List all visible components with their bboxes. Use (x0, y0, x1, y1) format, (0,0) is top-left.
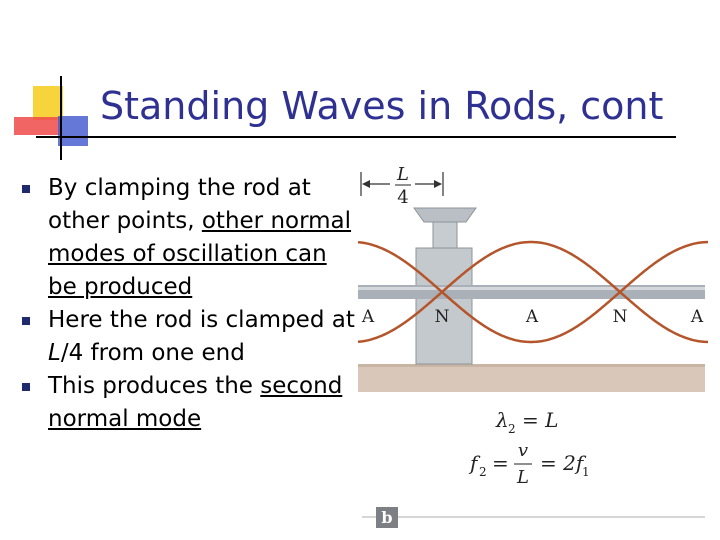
ground-surface (358, 364, 705, 392)
bullet-text: Here the rod is clamped at (48, 307, 355, 333)
rod-highlight (358, 287, 705, 290)
equation-frequency-rhs-subscript: 1 (582, 465, 590, 479)
equation-frequency-rhs: = 2f (540, 451, 584, 475)
clamp-top (414, 208, 476, 222)
bullet-text: /4 from one end (60, 340, 245, 366)
arrowhead-left-icon (362, 180, 370, 188)
panel-label: b (381, 508, 393, 527)
bullet-text-underlined: second normal mode (48, 373, 343, 432)
antinode-label: A (690, 307, 704, 327)
equation-frequency-lhs: f (470, 451, 478, 475)
antinode-label: A (361, 307, 375, 327)
dimension-denominator: 4 (397, 187, 409, 208)
node-label: N (612, 307, 628, 327)
equation-frequency-equals: = (492, 451, 509, 475)
bullet-text: This produces the (48, 373, 261, 399)
equation-wavelength-rhs: = L (522, 408, 559, 432)
bullet-text-italic: L (48, 340, 61, 366)
equation-wavelength-lhs: λ (496, 408, 509, 432)
ground-edge (358, 364, 705, 367)
equation-frequency-denominator: L (517, 467, 529, 488)
dimension-numerator: L (397, 164, 409, 185)
bullet-text-underlined: other normal modes of oscillation can be produced (48, 208, 352, 300)
node-label: N (434, 307, 450, 327)
antinode-label: A (525, 307, 539, 327)
clamp-neck (433, 222, 457, 248)
bullet-text: By clamping the rod at other points, (48, 175, 311, 234)
arrowhead-right-icon (434, 180, 442, 188)
slide-title: Standing Waves in Rods, cont (100, 84, 664, 128)
equation-wavelength-subscript: 2 (508, 422, 516, 436)
equation-frequency-subscript: 2 (479, 465, 487, 479)
equation-frequency-numerator: v (517, 440, 529, 461)
